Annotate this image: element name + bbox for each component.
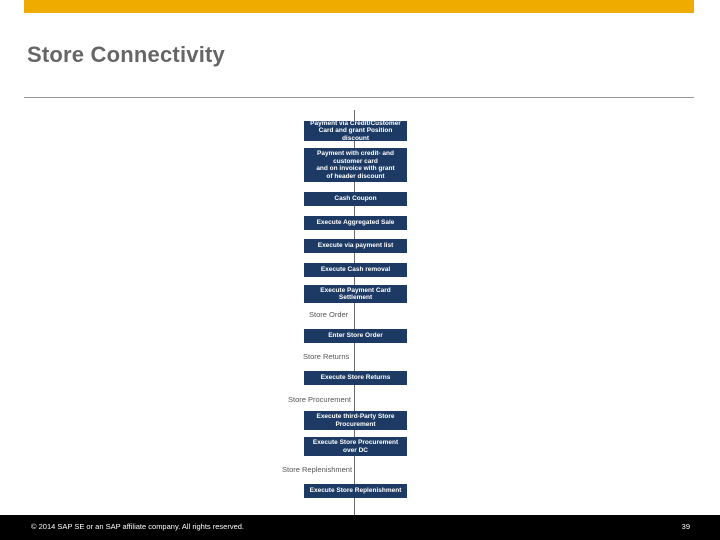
flow-step-execute-third-party-store-procurement: Execute third-Party Store Procurement [304,411,407,430]
slide-footer [0,515,720,540]
flow-label-store-returns: Store Returns [303,352,350,361]
flow-step-execute-cash-removal: Execute Cash removal [304,263,407,277]
flow-step-execute-store-replenishment: Execute Store Replenishment [304,484,407,498]
flow-label-store-order: Store Order [309,310,349,319]
flow-step-payment-credit-customer-invoice: Payment with credit- and customer card and on invoice with grant of header discount [304,148,407,182]
page-number: 39 [681,522,690,531]
flow-step-execute-via-payment-list: Execute via payment list [304,239,407,253]
flow-step-execute-store-procurement-over-dc: Execute Store Procurement over DC [304,437,407,456]
flow-step-execute-aggregated-sale: Execute Aggregated Sale [304,216,407,230]
flow-step-enter-store-order: Enter Store Order [304,329,407,343]
flow-step-execute-store-returns: Execute Store Returns [304,371,407,385]
slide-title: Store Connectivity [27,42,225,67]
copyright-notice: © 2014 SAP SE or an SAP affiliate company. All rights reserved. [31,522,245,531]
flow-step-payment-credit-customer-card: Payment via Credit/Customer Card and grant Position discount [304,121,407,141]
flow-label-store-replenishment: Store Replenishment [282,465,353,474]
flow-step-cash-coupon: Cash Coupon [304,192,407,206]
flow-step-execute-payment-card-settlement: Execute Payment Card Settlement [304,285,407,303]
flow-label-store-procurement: Store Procurement [288,395,351,404]
